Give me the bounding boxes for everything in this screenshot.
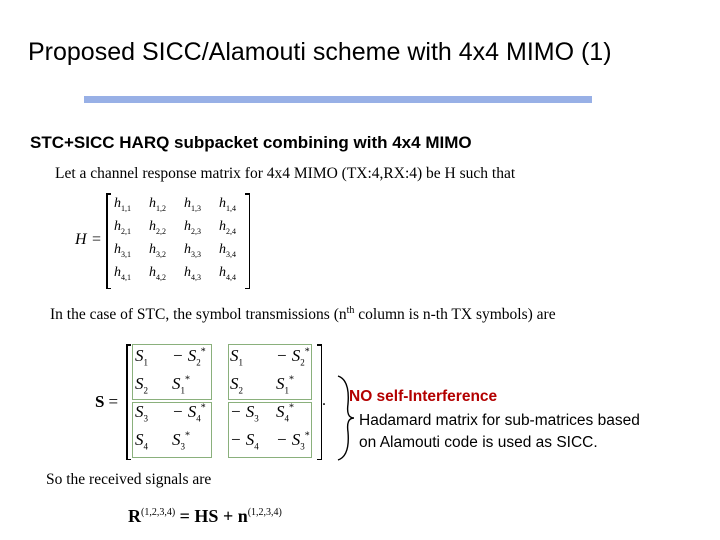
received-text: So the received signals are	[46, 471, 212, 488]
s-bracket-left	[126, 344, 128, 460]
s-matrix-label: S =	[95, 392, 119, 411]
h-matrix-entry: $h_{3,1}$	[114, 242, 131, 259]
h-matrix-equals: =	[92, 231, 102, 248]
h-matrix-entry: $h_{4,1}$	[114, 265, 131, 282]
s-bracket-right-bottom	[317, 459, 322, 461]
stc-text: In the case of STC, the symbol transmissions ($n^{th}$ column is n-th TX symbols) are	[50, 305, 556, 324]
h-bracket-left-top	[106, 193, 111, 195]
h-matrix	[106, 193, 250, 289]
h-matrix-entry: $h_{3,4}$	[219, 242, 236, 259]
h-matrix-entry: $h_{2,2}$	[149, 219, 166, 236]
s-matrix-entry: $S_4$	[135, 430, 148, 452]
s-matrix-entry: $S_2$	[135, 374, 148, 396]
intro-text: Let a channel response matrix for 4x4 MIMO (TX:4,RX:4) be H such that	[55, 165, 516, 182]
s-bracket-left-bottom	[126, 459, 131, 461]
note-heading: NO self-Interference	[349, 388, 498, 405]
s-matrix-entry: − $S_4^*$	[172, 402, 206, 424]
s-bracket-right-top	[317, 344, 322, 346]
h-matrix-label: H	[75, 231, 87, 248]
s-matrix-entry: − $S_2^*$	[172, 346, 206, 368]
note-body: Hadamard matrix for sub-matrices based on Alamouti code is used as SICC.	[359, 412, 640, 451]
h-matrix-entry: $h_{3,3}$	[184, 242, 201, 259]
s-matrix-entry: $S_4^*$	[276, 402, 294, 424]
h-matrix-entry: $h_{2,3}$	[184, 219, 201, 236]
s-matrix-entry: − $S_3$	[230, 402, 259, 424]
h-bracket-right-top	[245, 193, 250, 195]
h-bracket-right-bottom	[245, 288, 250, 290]
s-matrix-entry: $S_1^*$	[276, 374, 294, 396]
h-matrix-entry: $h_{4,3}$	[184, 265, 201, 282]
section-heading: STC+SICC HARQ subpacket combining with 4x4 MIMO	[30, 133, 472, 152]
s-matrix-entry: $S_1$	[230, 346, 243, 368]
h-matrix-entry: $h_{2,4}$	[219, 219, 236, 236]
h-bracket-left-bottom	[106, 288, 111, 290]
s-matrix-entry: − $S_3^*$	[276, 430, 310, 452]
h-matrix-entry: $h_{1,4}$	[219, 196, 236, 213]
s-matrix-entry: − $S_2^*$	[276, 346, 310, 368]
s-matrix-entry: $S_3^*$	[172, 430, 190, 452]
h-matrix-entry: $h_{1,1}$	[114, 196, 131, 213]
s-matrix-entry: $S_1^*$	[172, 374, 190, 396]
received-equation: R$^{(1,2,3,4)}$ = HS + $n^{(1,2,3,4)}$	[128, 506, 282, 526]
s-matrix-entry: $S_3$	[135, 402, 148, 424]
h-matrix-entry: $h_{3,2}$	[149, 242, 166, 259]
stc-text-sup: th	[346, 305, 355, 316]
s-matrix-entry: − $S_4$	[230, 430, 259, 452]
s-matrix	[126, 344, 322, 460]
h-matrix-entry: $h_{4,2}$	[149, 265, 166, 282]
s-matrix-period: .	[322, 392, 326, 409]
h-matrix-entry: $h_{4,4}$	[219, 265, 236, 282]
h-matrix-entry: $h_{1,2}$	[149, 196, 166, 213]
s-matrix-entry: $S_2$	[230, 374, 243, 396]
h-matrix-entry: $h_{1,3}$	[184, 196, 201, 213]
s-matrix-entry: $S_1$	[135, 346, 148, 368]
h-bracket-right	[249, 193, 251, 289]
h-matrix-entry: $h_{2,1}$	[114, 219, 131, 236]
h-bracket-left	[106, 193, 108, 289]
slide-title: Proposed SICC/Alamouti scheme with 4x4 MIMO (1)	[28, 38, 612, 66]
s-bracket-left-top	[126, 344, 131, 346]
title-underline	[84, 96, 592, 103]
